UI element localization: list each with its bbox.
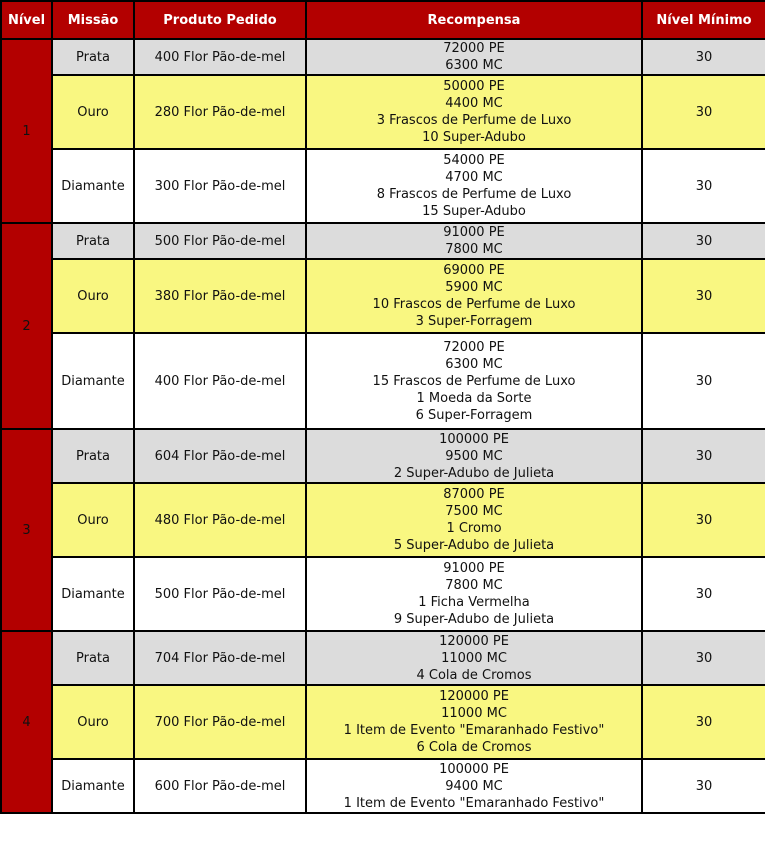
product-cell: 380 Flor Pão-de-mel xyxy=(134,259,306,333)
reward-cell xyxy=(306,557,642,631)
level-cell: 3 xyxy=(1,429,52,631)
mission-cell: Ouro xyxy=(52,75,134,149)
mission-cell: Ouro xyxy=(52,685,134,759)
reward-line: 1 Cromo xyxy=(446,521,502,536)
header-product: Produto Pedido xyxy=(134,1,306,39)
reward-line: 100000 PE xyxy=(439,431,509,447)
header-row xyxy=(1,1,765,39)
reward-cell xyxy=(306,259,642,333)
mission-cell: Diamante xyxy=(52,759,134,813)
table-row xyxy=(1,223,765,259)
mission-cell: Ouro xyxy=(52,259,134,333)
reward-line: 10 Super-Adubo xyxy=(422,130,526,145)
table-row xyxy=(1,759,765,813)
table-row xyxy=(1,685,765,759)
reward-line: 11000 MC xyxy=(441,650,507,666)
reward-line: 87000 PE xyxy=(443,487,505,502)
min-level-cell: 30 xyxy=(642,149,765,223)
reward-line: 10 Frascos de Perfume de Luxo xyxy=(372,297,576,312)
reward-line: 4400 MC xyxy=(445,96,503,111)
header-reward: Recompensa xyxy=(306,1,642,39)
reward-line: 100000 PE xyxy=(439,761,509,777)
product-cell: 604 Flor Pão-de-mel xyxy=(134,429,306,483)
reward-cell xyxy=(306,333,642,429)
min-level-cell: 30 xyxy=(642,759,765,813)
table-row xyxy=(1,333,765,429)
min-level-cell: 30 xyxy=(642,223,765,259)
level-cell: 1 xyxy=(1,39,52,223)
reward-line: 1 Ficha Vermelha xyxy=(418,595,530,610)
product-cell: 480 Flor Pão-de-mel xyxy=(134,483,306,557)
reward-cell xyxy=(306,685,642,759)
reward-cell xyxy=(306,223,642,259)
min-level-cell: 30 xyxy=(642,39,765,75)
table-body xyxy=(1,39,765,813)
reward-line: 15 Super-Adubo xyxy=(422,204,526,219)
product-cell: 400 Flor Pão-de-mel xyxy=(134,333,306,429)
reward-line: 8 Frascos de Perfume de Luxo xyxy=(376,187,572,202)
reward-line: 50000 PE xyxy=(443,79,505,94)
reward-line: 1 Item de Evento "Emaranhado Festivo" xyxy=(343,795,605,811)
product-cell: 704 Flor Pão-de-mel xyxy=(134,631,306,685)
reward-line: 72000 PE xyxy=(443,41,505,56)
mission-cell: Diamante xyxy=(52,333,134,429)
reward-cell xyxy=(306,631,642,685)
reward-line: 91000 PE xyxy=(443,225,505,240)
product-cell: 600 Flor Pão-de-mel xyxy=(134,759,306,813)
product-cell: 280 Flor Pão-de-mel xyxy=(134,75,306,149)
header-level: Nível xyxy=(1,1,52,39)
product-cell: 300 Flor Pão-de-mel xyxy=(134,149,306,223)
reward-line: 72000 PE xyxy=(443,339,505,355)
reward-line: 9500 MC xyxy=(445,448,503,464)
reward-cell xyxy=(306,39,642,75)
reward-line: 4 Cola de Cromos xyxy=(416,667,532,683)
reward-cell xyxy=(306,759,642,813)
table-row xyxy=(1,631,765,685)
reward-line: 6300 MC xyxy=(445,356,503,372)
reward-cell xyxy=(306,429,642,483)
reward-line: 7800 MC xyxy=(445,578,503,593)
reward-line: 15 Frascos de Perfume de Luxo xyxy=(372,373,576,389)
reward-line: 6300 MC xyxy=(445,58,503,73)
reward-cell xyxy=(306,75,642,149)
reward-line: 9400 MC xyxy=(445,778,503,794)
header-min-level: Nível Mínimo xyxy=(642,1,765,39)
reward-line: 3 Frascos de Perfume de Luxo xyxy=(376,113,572,128)
table-row xyxy=(1,557,765,631)
reward-line: 1 Item de Evento "Emaranhado Festivo" xyxy=(343,723,605,738)
min-level-cell: 30 xyxy=(642,75,765,149)
min-level-cell: 30 xyxy=(642,259,765,333)
min-level-cell: 30 xyxy=(642,557,765,631)
header-mission: Missão xyxy=(52,1,134,39)
reward-line: 7500 MC xyxy=(445,504,503,519)
table-row xyxy=(1,483,765,557)
table-row xyxy=(1,429,765,483)
mission-cell: Ouro xyxy=(52,483,134,557)
reward-line: 54000 PE xyxy=(443,153,505,168)
reward-line: 11000 MC xyxy=(441,706,507,721)
mission-cell: Prata xyxy=(52,631,134,685)
product-cell: 700 Flor Pão-de-mel xyxy=(134,685,306,759)
reward-line: 5 Super-Adubo de Julieta xyxy=(393,538,555,553)
reward-line: 1 Moeda da Sorte xyxy=(416,390,532,406)
reward-line: 120000 PE xyxy=(439,689,509,704)
product-cell: 400 Flor Pão-de-mel xyxy=(134,39,306,75)
reward-line: 4700 MC xyxy=(445,170,503,185)
reward-line: 7800 MC xyxy=(445,242,503,257)
level-cell: 2 xyxy=(1,223,52,429)
reward-line: 5900 MC xyxy=(445,280,503,295)
mission-cell: Prata xyxy=(52,39,134,75)
mission-cell: Prata xyxy=(52,429,134,483)
reward-line: 6 Super-Forragem xyxy=(415,407,533,423)
mission-cell: Diamante xyxy=(52,557,134,631)
level-cell: 4 xyxy=(1,631,52,813)
product-cell: 500 Flor Pão-de-mel xyxy=(134,223,306,259)
min-level-cell: 30 xyxy=(642,631,765,685)
table-row xyxy=(1,39,765,75)
reward-line: 6 Cola de Cromos xyxy=(416,740,532,755)
table-row xyxy=(1,259,765,333)
min-level-cell: 30 xyxy=(642,685,765,759)
reward-cell xyxy=(306,149,642,223)
table-row xyxy=(1,75,765,149)
min-level-cell: 30 xyxy=(642,483,765,557)
mission-cell: Prata xyxy=(52,223,134,259)
table-row xyxy=(1,149,765,223)
reward-line: 3 Super-Forragem xyxy=(415,314,533,329)
reward-line: 9 Super-Adubo de Julieta xyxy=(393,612,555,627)
min-level-cell: 30 xyxy=(642,333,765,429)
min-level-cell: 30 xyxy=(642,429,765,483)
reward-cell xyxy=(306,483,642,557)
reward-line: 91000 PE xyxy=(443,561,505,576)
reward-line: 69000 PE xyxy=(443,263,505,278)
product-cell: 500 Flor Pão-de-mel xyxy=(134,557,306,631)
reward-line: 2 Super-Adubo de Julieta xyxy=(393,465,555,481)
reward-line: 120000 PE xyxy=(439,633,509,649)
mission-cell: Diamante xyxy=(52,149,134,223)
